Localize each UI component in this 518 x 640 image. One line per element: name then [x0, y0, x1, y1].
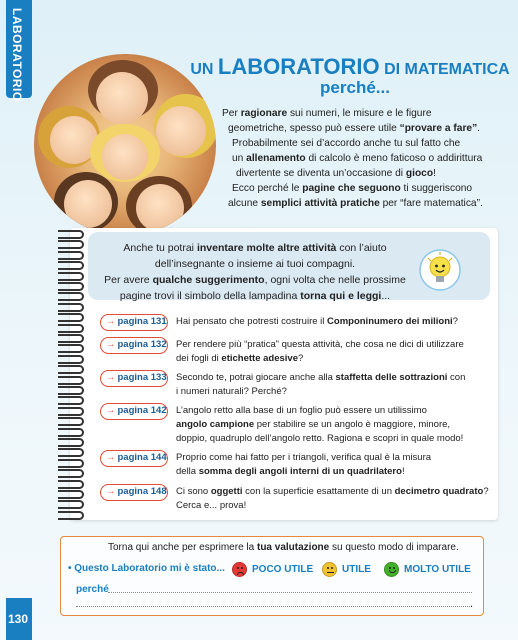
- intro-line: alcune semplici attività pratiche per “fare matematica”.: [228, 198, 483, 209]
- intro-line: Per ragionare sui numeri, le misure e le figure: [222, 108, 432, 119]
- spiral-ring: [58, 272, 84, 281]
- page-link-label: pagina 148: [117, 486, 167, 497]
- activity-text-line: Hai pensato che potresti costruire il Componinumero dei milioni?: [176, 316, 458, 327]
- spiral-ring: [58, 230, 84, 239]
- spiral-ring: [58, 438, 84, 447]
- activity-text-line: dei fogli di etichette adesive?: [176, 353, 304, 364]
- activity-text-line: Proprio come hai fatto per i triangoli, verifica qual è la misura: [176, 452, 432, 463]
- page-number: 130: [8, 612, 29, 626]
- activity-text: [176, 485, 506, 513]
- notebook-header-line: pagine trovi il simbolo della lampadina torna qui e leggi...: [119, 290, 391, 302]
- title-main: LABORATORIO: [217, 54, 380, 79]
- spiral-ring: [58, 459, 84, 468]
- spiral-ring: [58, 324, 84, 333]
- page-link-button[interactable]: [100, 337, 168, 354]
- notebook-header-line: dell’insegnante o insieme ai tuoi compagni.: [154, 258, 356, 270]
- spiral-ring: [58, 386, 84, 395]
- activity-text: [176, 371, 506, 399]
- page-link-label: pagina 131: [117, 316, 167, 327]
- spiral-ring: [58, 480, 84, 489]
- page-link-button[interactable]: [100, 314, 168, 331]
- title-suffix: DI MATEMATICA: [384, 61, 510, 78]
- lightbulb-icon: [418, 248, 462, 292]
- spiral-ring: [58, 500, 84, 509]
- evaluation-question: • Questo Laboratorio mi è stato...: [68, 563, 225, 574]
- option-utile[interactable]: UTILE: [342, 564, 371, 575]
- spiral-ring: [58, 313, 84, 322]
- page-title: [190, 54, 510, 80]
- notebook-header-text: [100, 240, 410, 304]
- notebook-spiral: [58, 230, 86, 520]
- page-link-label: pagina 133: [117, 372, 167, 383]
- spiral-ring: [58, 511, 84, 520]
- arrow-right-icon: →: [106, 372, 116, 383]
- option-poco-utile[interactable]: POCO UTILE: [252, 564, 314, 575]
- answer-end-mark: .: [470, 598, 474, 610]
- page-link-label: pagina 132: [117, 339, 167, 350]
- spiral-ring: [58, 448, 84, 457]
- spiral-ring: [58, 428, 84, 437]
- arrow-right-icon: →: [106, 486, 116, 497]
- page-subtitle: perché...: [320, 78, 390, 97]
- notebook-header-line: Per avere qualche suggerimento, ogni volta che nelle prossime: [104, 274, 406, 286]
- evaluation-intro-bold: tua valutazione: [256, 542, 330, 553]
- spiral-ring: [58, 490, 84, 499]
- activity-text-line: L’angolo retto alla base di un foglio può essere un utilissimo: [176, 405, 427, 416]
- activity-text: [176, 404, 506, 446]
- page-link-button[interactable]: [100, 403, 168, 420]
- intro-paragraph: [222, 106, 502, 211]
- sad-face-icon[interactable]: [232, 562, 247, 577]
- intro-line: Ecco perché le pagine che seguono ti suggeriscono: [232, 183, 473, 194]
- activity-text-line: Per rendere più “pratica” questa attività, che cosa ne dici di utilizzare: [176, 339, 464, 350]
- section-tab-label: LABORATORIO: [10, 8, 24, 102]
- intro-line: Probabilmente sei d’accordo anche tu sul fatto che: [232, 138, 461, 149]
- answer-line-1[interactable]: [108, 592, 472, 593]
- page-link-label: pagina 144: [117, 452, 167, 463]
- section-tab: [6, 0, 32, 102]
- intro-line: un allenamento di calcolo è meno faticoso o addirittura: [232, 153, 483, 164]
- spiral-ring: [58, 261, 84, 270]
- spiral-ring: [58, 355, 84, 364]
- happy-face-icon[interactable]: [384, 562, 399, 577]
- arrow-right-icon: →: [106, 452, 116, 463]
- evaluation-intro-text: Torna qui anche per esprimere la: [108, 542, 257, 553]
- spiral-ring: [58, 376, 84, 385]
- activity-text: [176, 338, 506, 366]
- answer-line-2[interactable]: [76, 606, 472, 607]
- spiral-ring: [58, 344, 84, 353]
- activity-text-line: doppio, quadruplo dell’angolo retto. Ragiona e scopri in quale modo!: [176, 433, 464, 444]
- neutral-face-icon[interactable]: [322, 562, 337, 577]
- evaluation-intro: [108, 542, 459, 553]
- activity-text-line: Cerca e... prova!: [176, 500, 247, 511]
- spiral-ring: [58, 303, 84, 312]
- spiral-ring: [58, 251, 84, 260]
- activity-text: [176, 315, 506, 329]
- intro-line: geometriche, spesso può essere utile “provare a fare”.: [228, 123, 481, 134]
- arrow-right-icon: →: [106, 316, 116, 327]
- intro-line: divertente se diventa un’occasione di gioco!: [236, 168, 436, 179]
- page-link-label: pagina 142: [117, 405, 167, 416]
- spiral-ring: [58, 469, 84, 478]
- evaluation-intro-end: su questo modo di imparare.: [329, 542, 459, 553]
- activity-text-line: Ci sono oggetti con la superficie esattamente di un decimetro quadrato?: [176, 486, 489, 497]
- page-number-tab: [6, 598, 32, 640]
- title-prefix: UN: [190, 61, 214, 78]
- children-photo: [34, 54, 216, 236]
- activity-text-line: della somma degli angoli interni di un quadrilatero!: [176, 466, 405, 477]
- spiral-ring: [58, 365, 84, 374]
- arrow-right-icon: →: [106, 405, 116, 416]
- spiral-ring: [58, 396, 84, 405]
- arrow-right-icon: →: [106, 339, 116, 350]
- spiral-ring: [58, 292, 84, 301]
- spiral-ring: [58, 417, 84, 426]
- spiral-ring: [58, 240, 84, 249]
- page-link-button[interactable]: [100, 450, 168, 467]
- option-molto-utile[interactable]: MOLTO UTILE: [404, 564, 471, 575]
- activity-text-line: i numeri naturali? Perché?: [176, 386, 287, 397]
- activity-text-line: angolo campione per stabilire se un angolo è maggiore, minore,: [176, 419, 451, 430]
- notebook-header-line: Anche tu potrai inventare molte altre attività con l’aiuto: [123, 242, 387, 254]
- activity-text-line: Secondo te, potrai giocare anche alla staffetta delle sottrazioni con: [176, 372, 466, 383]
- spiral-ring: [58, 407, 84, 416]
- spiral-ring: [58, 282, 84, 291]
- page-link-button[interactable]: [100, 370, 168, 387]
- activity-text: [176, 451, 506, 479]
- perche-label: perché: [76, 584, 109, 595]
- page-link-button[interactable]: [100, 484, 168, 501]
- spiral-ring: [58, 334, 84, 343]
